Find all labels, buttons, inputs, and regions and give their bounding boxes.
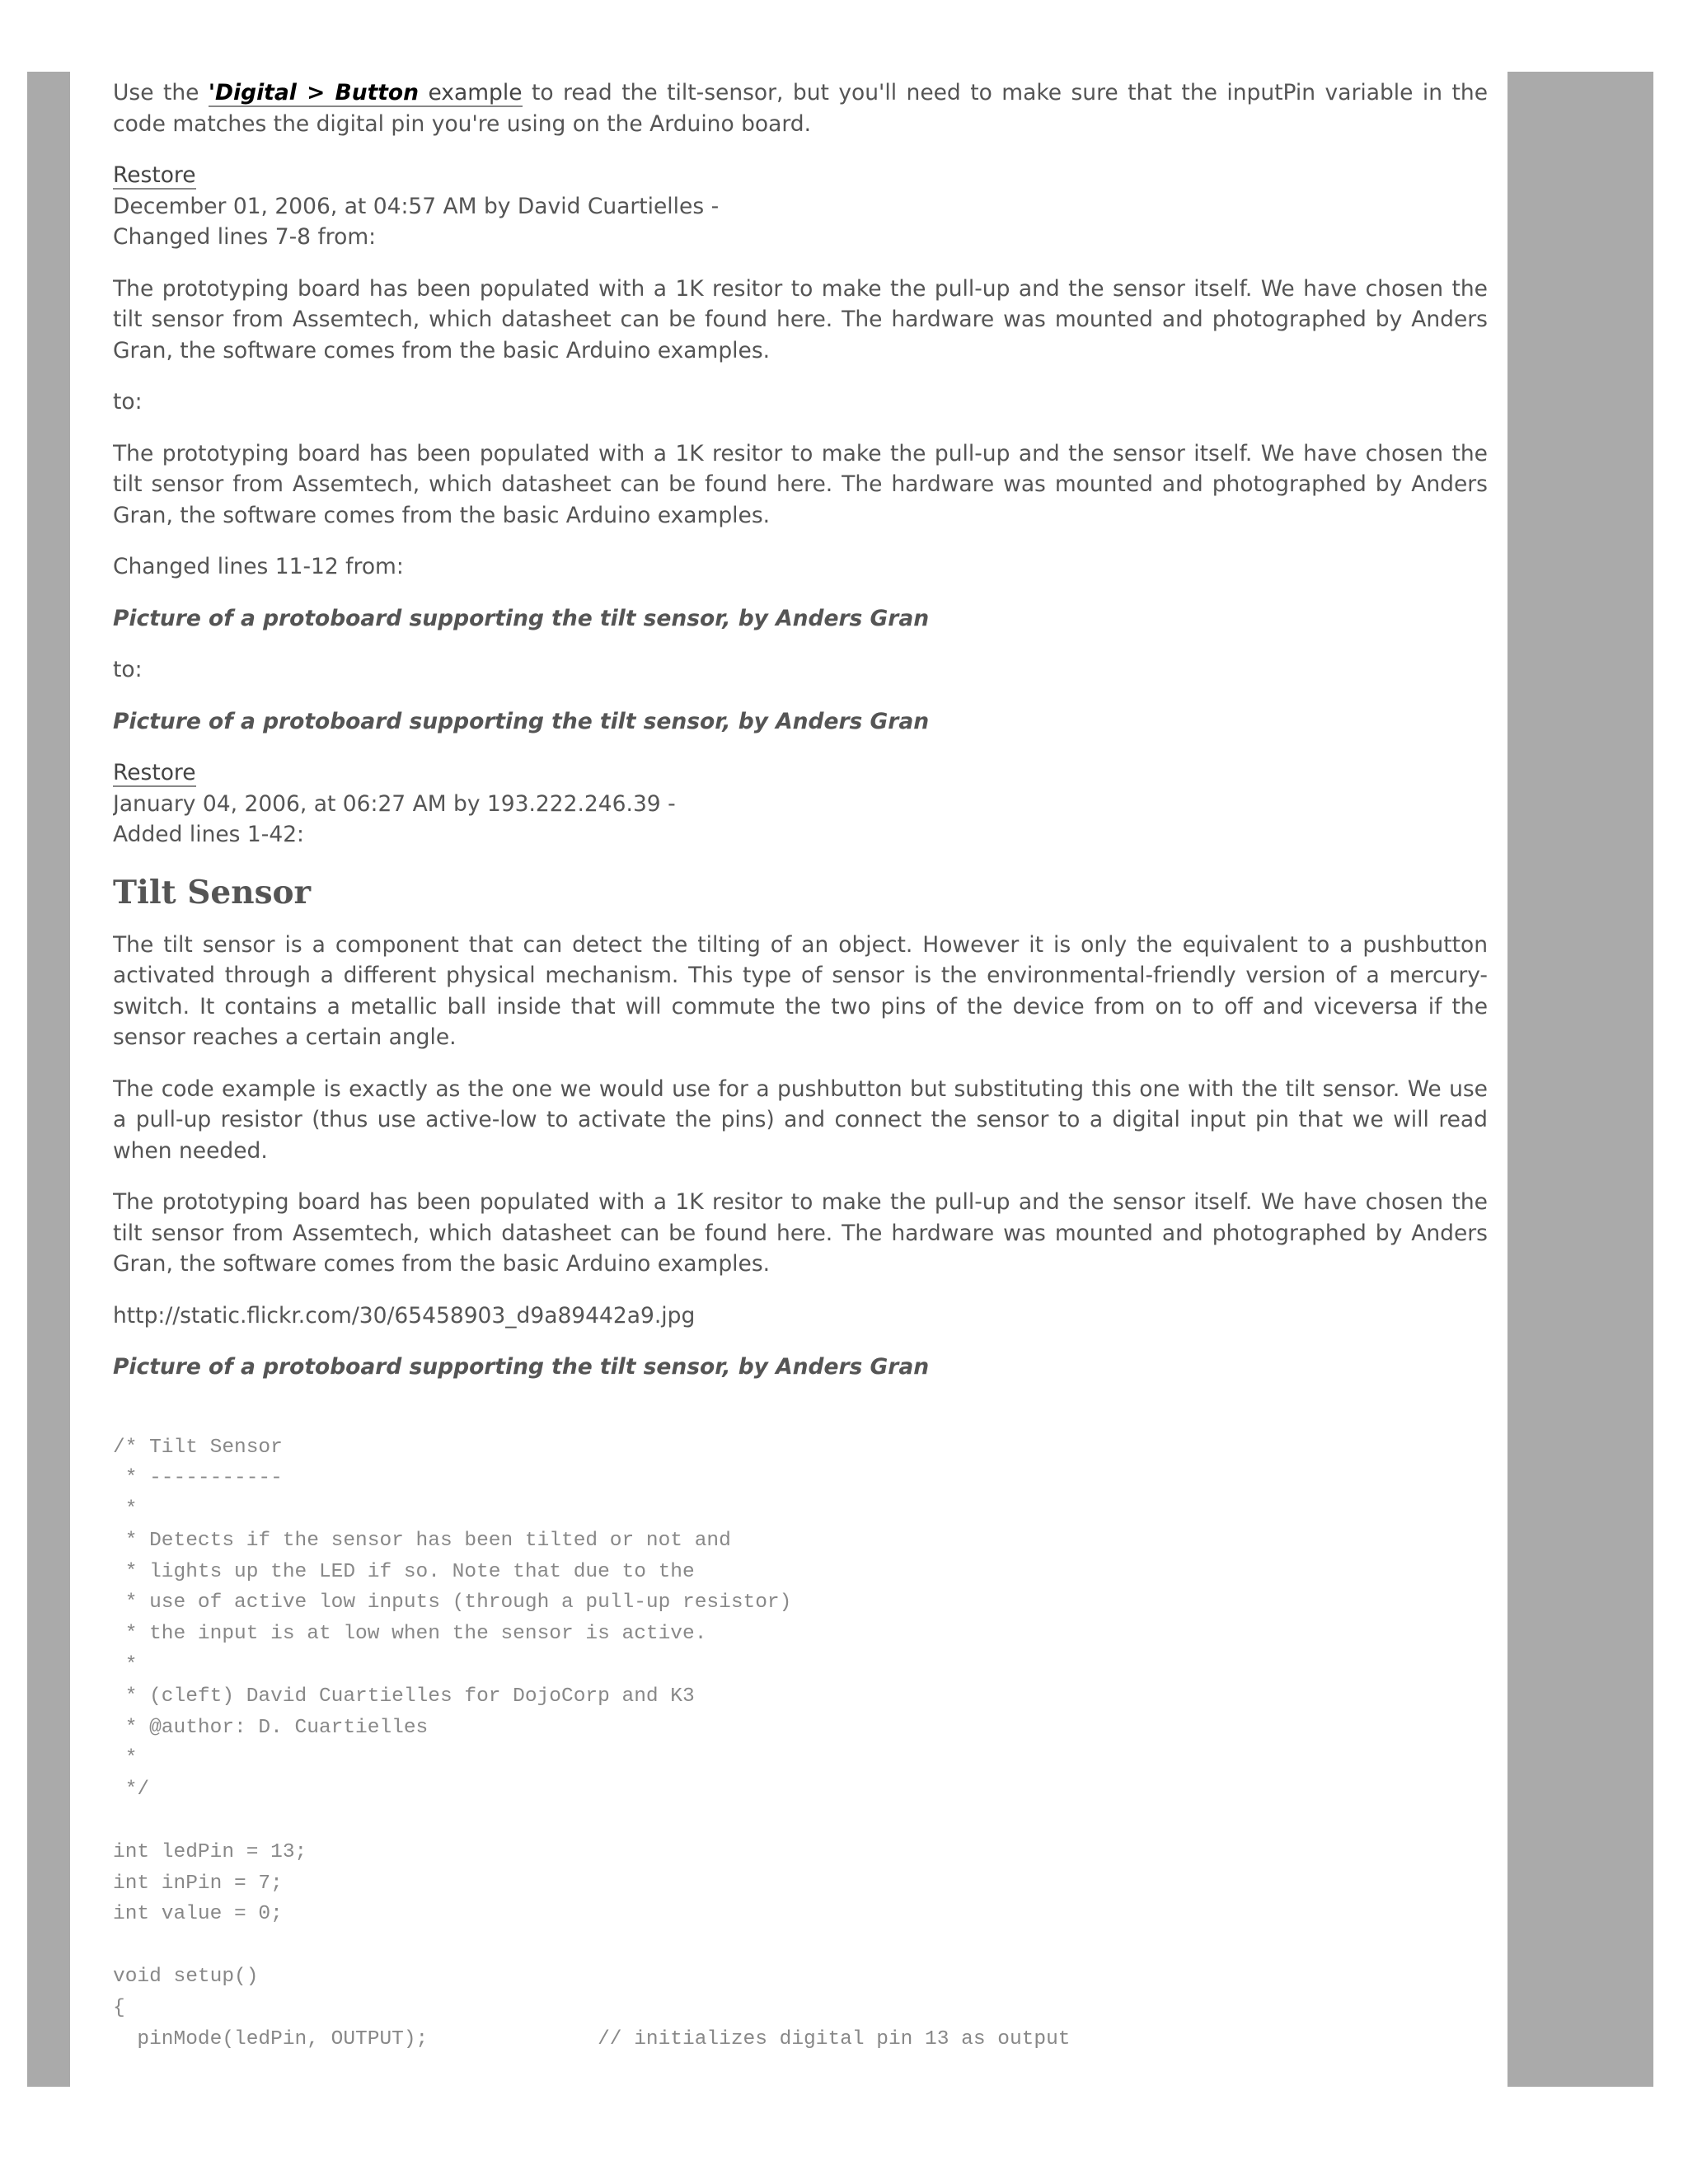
right-margin-bar [1507,72,1653,2087]
article-paragraph-1: The tilt sensor is a component that can detect the tilting of an object. However it is only the equivalent to a pushbutton activated through a different physical mechanism. This type of sensor is the environmental-friendly version of a mercury-switch. It contains a metallic ball inside that will commute the two pins of the device from on to off and viceversa if the sensor reaches a certain angle. [113,931,1488,1050]
page-frame [27,72,1653,2087]
to-label-1: to: [113,389,143,415]
digital-button-example-link[interactable] [209,80,523,107]
article-paragraph-3: The prototyping board has been populated with a 1K resitor to make the pull-up and the sensor itself. We have chosen the tilt sensor from Assemtech, which datasheet can be found here. The hardware was mounted and photographed by Anders Gran, the software comes from the basic Arduino examples. [113,1189,1488,1277]
to-label-2: to: [113,657,143,682]
new-text-paragraph: The prototyping board has been populated with a 1K resitor to make the pull-up and the sensor itself. We have chosen the tilt sensor from Assemtech, which datasheet can be found here. The hardware was mounted and photographed by Anders Gran, the software comes from the basic Arduino examples. [113,440,1488,528]
revision-change-2: Changed lines 11-12 from: [113,554,404,579]
restore-link-1[interactable]: Restore [113,162,196,188]
intro-paragraph [113,72,1488,139]
revision-change-3: Added lines 1-42: [113,822,304,847]
article-paragraph-2: The code example is exactly as the one we would use for a pushbutton but substituting this one with the tilt sensor. We use a pull-up resistor (thus use active-low to activate the pins) and connect the sensor to a digital input pin that we will read when needed. [113,1076,1488,1164]
link-quote: ' [208,80,216,105]
revision-meta-1: December 01, 2006, at 04:57 AM by David Cuartielles - [113,193,720,219]
new-caption: Picture of a protoboard supporting the tilt sensor, by Anders Gran [113,708,930,734]
article-caption: Picture of a protoboard supporting the tilt sensor, by Anders Gran [113,1354,930,1380]
image-url-text: http://static.flickr.com/30/65458903_d9a89442a9.jpg [113,1302,696,1329]
link-bold-text: Digital > Button [215,80,420,105]
old-text-paragraph: The prototyping board has been populated with a 1K resitor to make the pull-up and the sensor itself. We have chosen the tilt sensor from Assemtech, which datasheet can be found here. The hardware was mounted and photographed by Anders Gran, the software comes from the basic Arduino examples. [113,275,1488,363]
restore-link-2[interactable]: Restore [113,760,196,785]
left-margin-bar [27,72,70,2087]
revision-entry-2 [113,757,1488,851]
page-content [113,72,1488,2087]
revision-meta-2: January 04, 2006, at 06:27 AM by 193.222.246.39 - [113,790,676,817]
revision-entry-1 [113,160,1488,253]
old-caption: Picture of a protoboard supporting the tilt sensor, by Anders Gran [113,605,930,631]
code-block: /* Tilt Sensor * ----------- * * Detects if the sensor has been tilted or not and * lights up the LED if so. Note that due to the * use of active low inputs (through a pull-up resistor) * the input is at low when the sensor is active. * * (cleft) David Cuartielles for DojoCorp and K3 * @author: D. Cuartielles * */ int ledPin = 13; int inPin = 7; int value = 0; void setup() { pinMode(ledPin, OUTPUT); // initializes digital pin 13 as output [113,1436,1071,2050]
intro-suffix: to read the tilt-sensor, but you'll need to make sure that the inputPin variable in the code matches the digital pin you're using on the Arduino board. [113,80,1488,137]
intro-prefix: Use the [113,80,209,105]
link-text: example [419,80,523,105]
article-title: Tilt Sensor [113,873,312,912]
revision-change-1: Changed lines 7-8 from: [113,224,377,250]
